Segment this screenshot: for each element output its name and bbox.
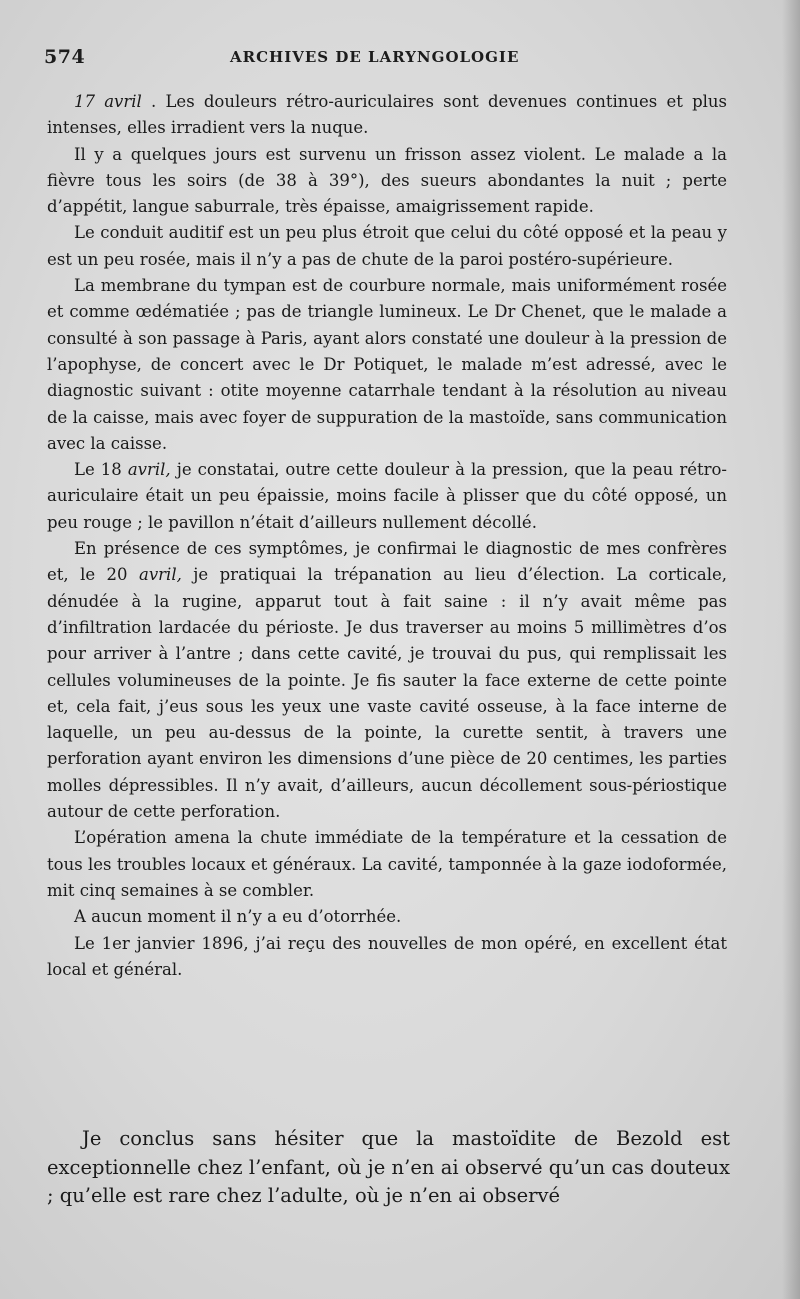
conclusion-paragraph: Je conclus sans hésiter que la mastoïdite de Bezold est exceptionnelle chez l’enfant, où je n’en ai observé qu’un cas douteux ; qu’elle est rare chez l’adulte, où je n’en ai observé bbox=[47, 1127, 730, 1207]
paragraph-trepanation: En présence de ces symptômes, je confirmai le diagnostic de mes confrères et, le 20 avril, je pratiquai la trépanation au lieu d’élection. La corticale, dénudée à la rugine, apparut tout à fait saine : il n’y avait même pas d’infiltration lardacée du périoste. Je dus traverser au moins 5 millimètres d’os pour arriver à l’antre ; dans cette cavité, je trouvai du pus, qui remplissait les cellules volumineuses de la pointe. Je fis sauter la face externe de cette pointe et, cela fait, j’eus sous les yeux une vaste cavité osseuse, à la face interne de laquelle, un peu au-dessus de la pointe, la curette sentit, à travers une perforation ayant environ les dimensions d’une pièce de 20 centimes, les parties molles dépressibles. Il n’y avait, d’ailleurs, aucun décollement sous-périostique autour de cette perforation. bbox=[47, 539, 727, 822]
page-number: 574 bbox=[44, 46, 86, 68]
case-report-text bbox=[47, 89, 727, 983]
page-spine-shadow bbox=[782, 0, 800, 1299]
paragraph-fever: Il y a quelques jours est survenu un frisson assez violent. Le malade a la fièvre tous les soirs (de 38 à 39°), des sueurs abondantes la nuit ; perte d’appétit, langue saburrale, très épaisse, amaigrissement rapide. bbox=[47, 144, 727, 217]
running-title: ARCHIVES DE LARYNGOLOGIE bbox=[230, 48, 520, 66]
paragraph-tympanic-membrane: La membrane du tympan est de courbure normale, mais uniformément rosée et comme œdématiée ; pas de triangle lumineux. Le Dr Chenet, que le malade a consulté à son passage à Paris, ayant alors constaté une douleur à la pression de l’apophyse, de concert avec le Dr Potiquet, le malade m’est adressé, avec le diagnostic suivant : otite moyenne catarrhale tendant à la résolution au niveau de la caisse, mais avec foyer de suppuration de la mastoïde, sans communication avec la caisse. bbox=[47, 276, 727, 453]
paragraph-no-otorrhea: A aucun moment il n’y a eu d’otorrhée. bbox=[74, 907, 402, 927]
date-april-17: 17 avril bbox=[74, 92, 142, 111]
paragraph-april-17: 17 avril . Les douleurs rétro-auriculaires sont devenues continues et plus intenses, elles irradient vers la nuque. bbox=[47, 92, 728, 138]
paragraph-april-18: Le 18 avril, je constatai, outre cette douleur à la pression, que la peau rétro-auriculaire était un peu épaissie, moins facile à plisser que du côté opposé, un peu rouge ; le pavillon n’était d’ailleurs nullement décollé. bbox=[47, 460, 728, 532]
paragraph-auditory-canal: Le conduit auditif est un peu plus étroit que celui du côté opposé et la peau y est un peu rosée, mais il n’y a pas de chute de la paroi postéro-supérieure. bbox=[47, 223, 727, 269]
date-april-18: avril, bbox=[127, 460, 171, 480]
page-header bbox=[44, 46, 734, 74]
paragraph-outcome: L’opération amena la chute immédiate de la température et la cessation de tous les troubles locaux et généraux. La cavité, tamponnée à la gaze iodoformée, mit cinq semaines à se combler. bbox=[47, 828, 727, 900]
date-april-20: avril, bbox=[139, 565, 182, 585]
conclusion-text bbox=[47, 1125, 730, 1211]
paragraph-follow-up: Le 1er janvier 1896, j’ai reçu des nouvelles de mon opéré, en excellent état local et général. bbox=[47, 933, 727, 979]
